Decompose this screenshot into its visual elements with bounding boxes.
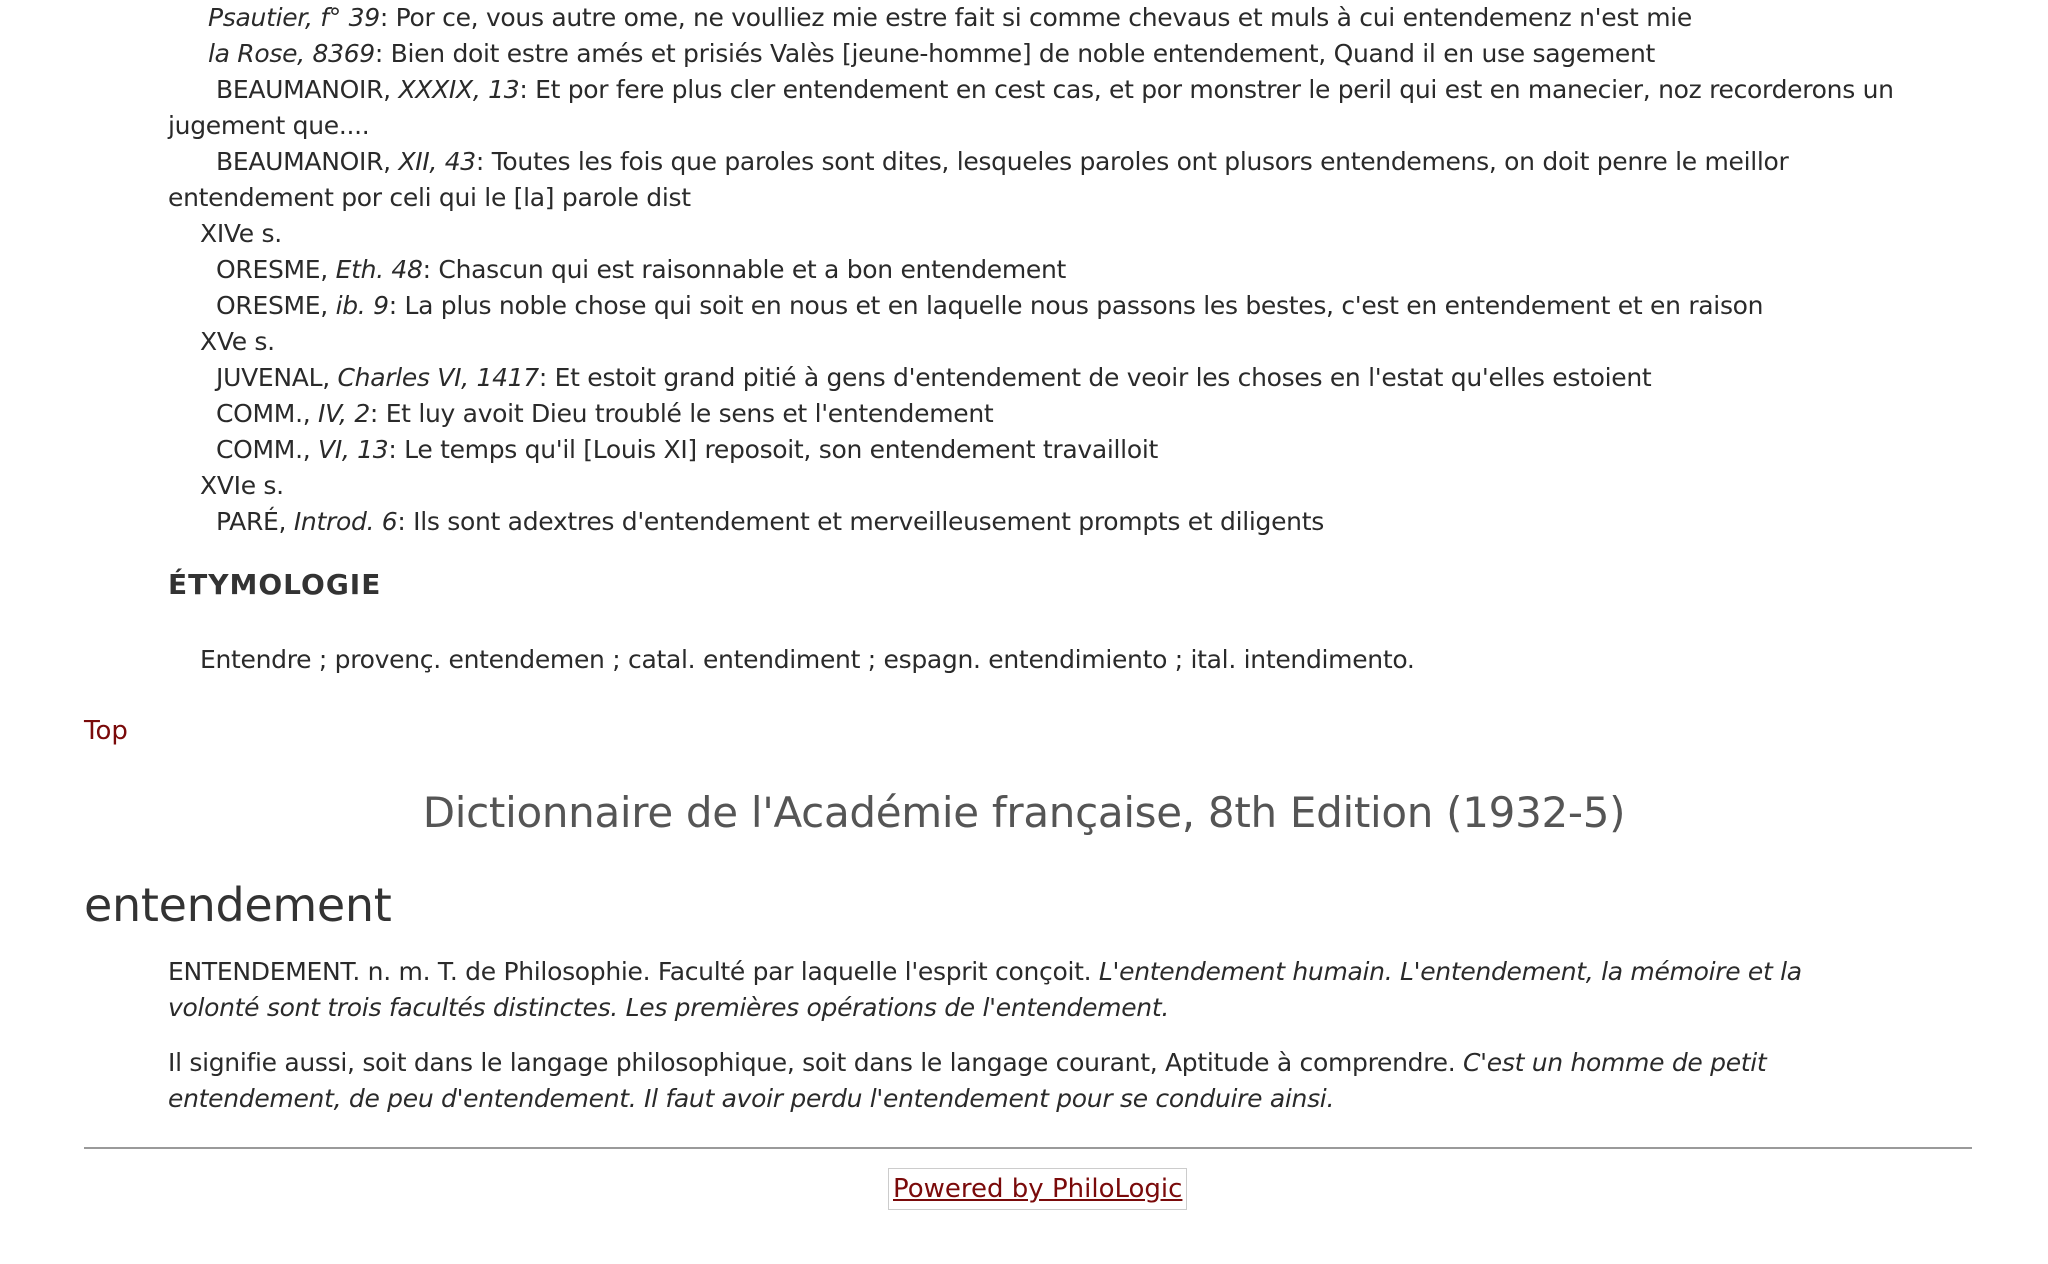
definition-paragraph: Il signifie aussi, soit dans le langage philosophique, soit dans le langage courant, Aptitude à comprendre. C'est un homme de petit entendement, de peu d'entendement. Il faut avoir perdu l'entendement pour se conduire ainsi. [168,1048,1767,1113]
citation-line: la Rose, 8369: Bien doit estre amés et prisiés Valès [jeune-homme] de noble entendement, Quand il en use sagement [208,39,1656,68]
century-label: XVIe s. [200,471,284,500]
century-label: XVe s. [200,327,275,356]
citation-line: Psautier, f° 39: Por ce, vous autre ome, ne voulliez mie estre fait si comme chevaus et muls à cui entendemenz n'est mie [208,3,1692,32]
citation-line: BEAUMANOIR, XXXIX, 13: Et por fere plus cler entendement en cest cas, et por monstrer le peril qui est en manecier, noz recorderons un [216,75,1894,104]
definition-paragraph: ENTENDEMENT. n. m. T. de Philosophie. Faculté par laquelle l'esprit conçoit. L'entendement humain. L'entendement, la mémoire et la volonté sont trois facultés distinctes. Les premières opérations de l'entendement. [168,957,1802,1022]
citation-line: JUVENAL, Charles VI, 1417: Et estoit grand pitié à gens d'entendement de veoir les choses en l'estat qu'elles estoient [216,363,1652,392]
century-label: XIVe s. [200,219,282,248]
powered-by-link[interactable]: Powered by PhiloLogic [888,1168,1187,1210]
etymology-text: Entendre ; provenç. entendemen ; catal. entendiment ; espagn. entendimiento ; ital. intendimento. [200,645,1415,674]
citation-line: ORESME, ib. 9: La plus noble chose qui soit en nous et en laquelle nous passons les bestes, c'est en entendement et en raison [216,291,1764,320]
citation-line: BEAUMANOIR, XII, 43: Toutes les fois que paroles sont dites, lesqueles paroles ont plusors entendemens, on doit penre le meillor [216,147,1789,176]
citation-line: COMM., IV, 2: Et luy avoit Dieu troublé le sens et l'entendement [216,399,994,428]
citation-line: COMM., VI, 13: Le temps qu'il [Louis XI] reposoit, son entendement travailloit [216,435,1158,464]
etymology-heading: ÉTYMOLOGIE [168,568,382,601]
citation-line: ORESME, Eth. 48: Chascun qui est raisonnable et a bon entendement [216,255,1067,284]
headword: entendement [84,878,392,932]
dictionary-title: Dictionnaire de l'Académie française, 8th Edition (1932-5) [422,788,1626,837]
citation-line: PARÉ, Introd. 6: Ils sont adextres d'entendement et merveilleusement prompts et diligents [216,507,1324,536]
top-link[interactable]: Top [84,716,128,746]
footer-divider [84,1147,1972,1149]
citation-line: entendement por celi qui le [la] parole dist [168,183,691,212]
citation-line: jugement que.... [168,111,370,140]
